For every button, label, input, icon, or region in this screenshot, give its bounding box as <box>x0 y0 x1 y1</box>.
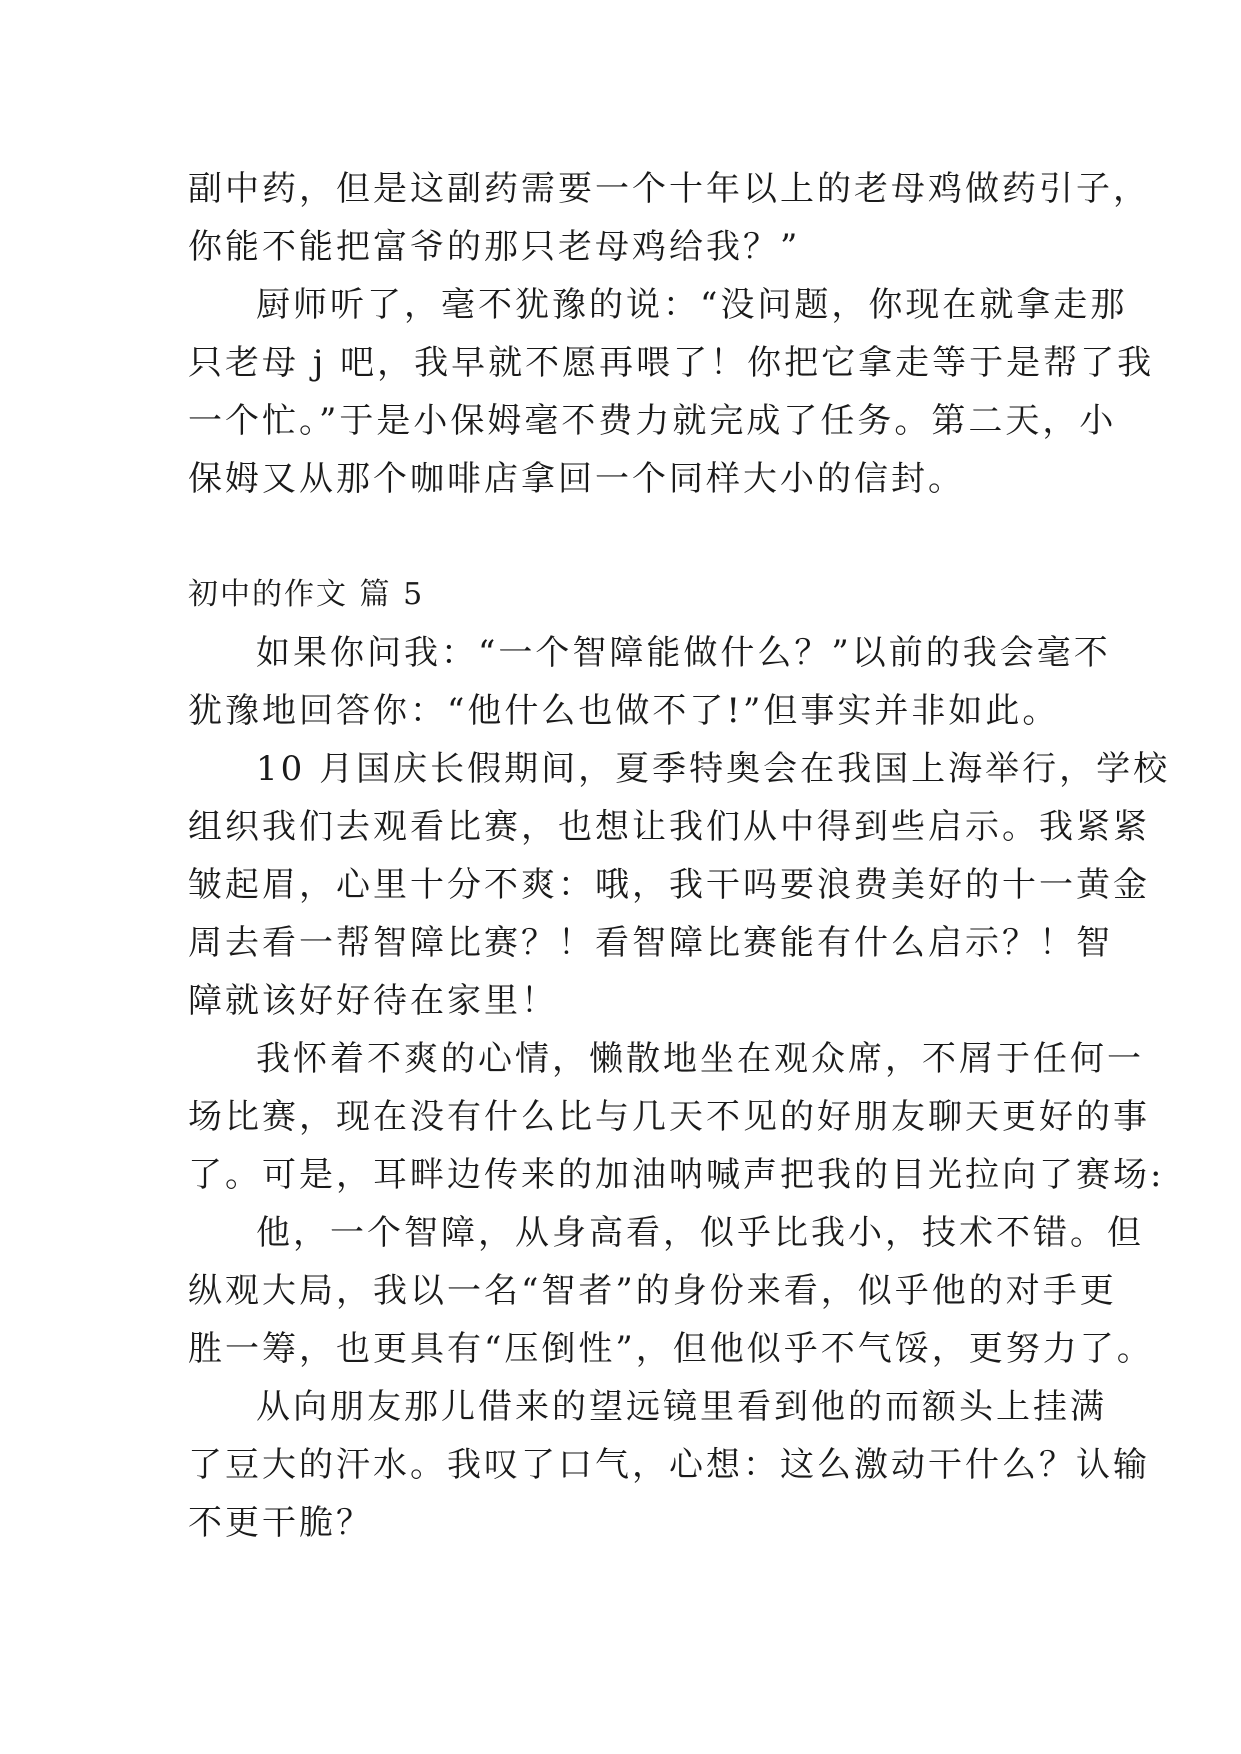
text-line: 组织我们去观看比赛，也想让我们从中得到些启示。我紧紧 <box>188 807 1150 847</box>
text-line: 厨师听了，毫不犹豫的说：“没问题，你现在就拿走那 <box>256 285 1128 325</box>
text-line: 了豆大的汗水。我叹了口气，心想：这么激动干什么？认输 <box>188 1445 1150 1485</box>
text-line: 不更干脆？ <box>188 1503 373 1543</box>
text-line: 一个忙。”于是小保姆毫不费力就完成了任务。第二天，小 <box>188 401 1117 441</box>
text-line: 从向朋友那儿借来的望远镜里看到他的而额头上挂满 <box>256 1387 1107 1427</box>
text-line: 如果你问我：“一个智障能做什么？”以前的我会毫不 <box>256 633 1111 673</box>
essay-section <box>188 566 1171 1552</box>
text-line: 纵观大局，我以一名“智者”的身份来看，似乎他的对手更 <box>188 1271 1117 1311</box>
text-line: 只老母 j 吧，我早就不愿再喂了！你把它拿走等于是帮了我 <box>188 343 1155 383</box>
text-line: 副中药，但是这副药需要一个十年以上的老母鸡做药引子， <box>188 169 1150 209</box>
section-title: 初中的作文 篇 5 <box>188 577 425 612</box>
text-line: 了。可是，耳畔边传来的加油呐喊声把我的目光拉向了赛场: <box>188 1155 1165 1195</box>
text-line: 障就该好好待在家里！ <box>188 981 558 1021</box>
text-line: 你能不能把富爷的那只老母鸡给我？” <box>188 227 801 267</box>
text-line: 周去看一帮智障比赛？！看智障比赛能有什么启示？！智 <box>188 923 1113 963</box>
story-continuation <box>188 160 1155 508</box>
text-line: 皱起眉，心里十分不爽：哦，我干吗要浪费美好的十一黄金 <box>188 865 1150 905</box>
text-line: 保姆又从那个咖啡店拿回一个同样大小的信封。 <box>188 459 965 499</box>
text-line: 胜一筹，也更具有“压倒性”，但他似乎不气馁，更努力了。 <box>188 1329 1154 1369</box>
text-line: 我怀着不爽的心情，懒散地坐在观众席，不屑于任何一 <box>256 1039 1144 1079</box>
text-line: 场比赛，现在没有什么比与几天不见的好朋友聊天更好的事 <box>188 1097 1150 1137</box>
text-line: 犹豫地回答你：“他什么也做不了!”但事实并非如此。 <box>188 691 1060 731</box>
text-line: 他，一个智障，从身高看，似乎比我小，技术不错。但 <box>256 1213 1144 1253</box>
text-line: 10 月国庆长假期间，夏季特奥会在我国上海举行，学校 <box>256 749 1171 789</box>
